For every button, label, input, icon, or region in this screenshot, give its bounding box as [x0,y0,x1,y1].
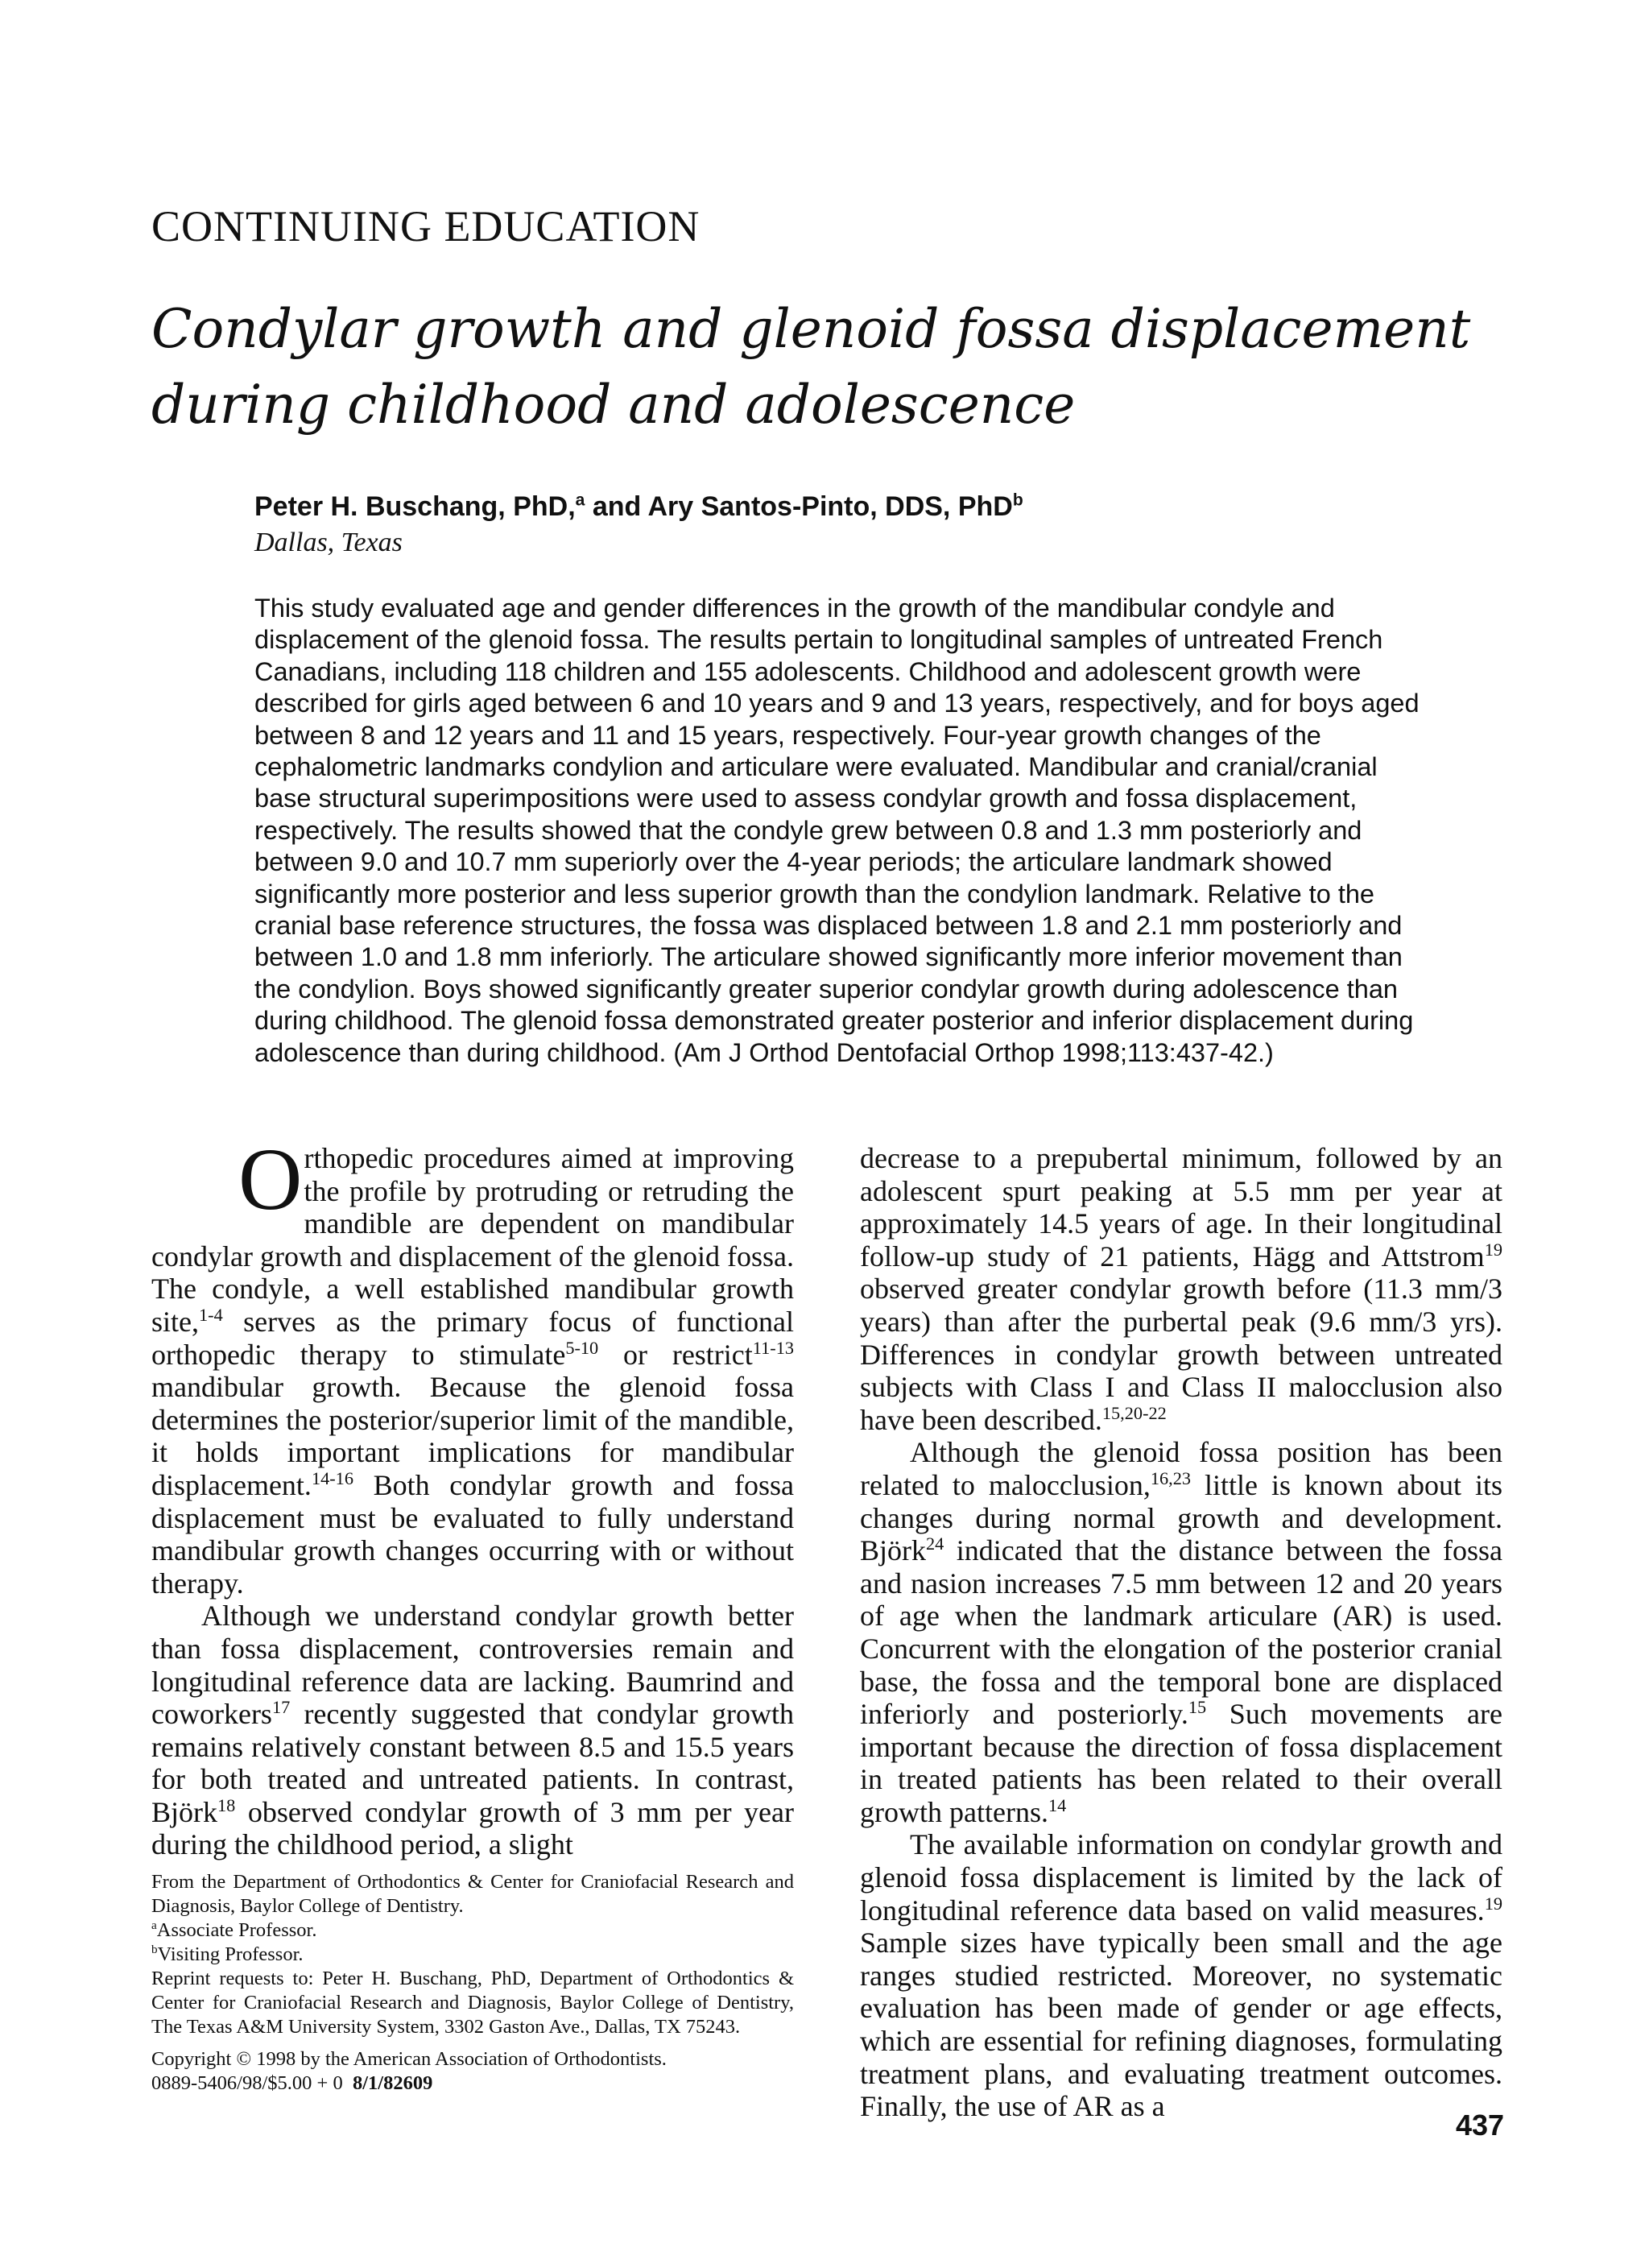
body-paragraph-2 [151,1600,794,1861]
text-run: Sample sizes have typically been small and the age ranges studied restricted. Moreover, no systematic evaluation has been made of gender or age effects, which are essential for refining diagnoses, formulating treatment plans, and evaluating treatment outcomes. Finally, the use of AR as a [860,1927,1502,2123]
author-location: Dallas, Texas [254,528,403,557]
body-paragraph-3 [860,1436,1502,1828]
text-run: decrease to a prepubertal minimum, followed by an adolescent spurt peaking at 5.5 mm per year at approximately 14.5 years of age. In their longitudinal follow-up study of 21 patients, Hägg and Attstrom [860,1142,1502,1273]
body-paragraph-2-continued [860,1142,1502,1436]
text-run: The available information on condylar growth and glenoid fossa displacement is limited by the lack of longitudinal reference data based on valid measures. [860,1828,1502,1927]
author-1-affiliation-mark: a [575,490,585,510]
issn-code: 8/1/82609 [352,2072,433,2094]
citation: 19 [1484,1893,1502,1914]
text-run: mandibular growth. Because the glenoid fossa determines the posterior/superior limit of the mandible, it holds important implications for mandibular displacement. [151,1371,794,1501]
page-number: 437 [1456,2109,1505,2142]
text-run: little is known about its changes during normal growth and development. Björk [860,1468,1502,1567]
citation: 5-10 [565,1337,599,1358]
article-title: Condylar growth and glenoid fossa displacement during childhood and adolescence [151,298,1471,436]
footnote-issn [151,2071,794,2096]
body-paragraph-4 [860,1828,1502,2122]
citation: 14 [1048,1794,1067,1815]
footnote-reprint: Reprint requests to: Peter H. Buschang, PhD, Department of Orthodontics & Center for Craniofacial Research and Diagnosis, Baylor College of Dentistry, The Texas A&M University System, 3302 Gaston Ave., Dallas, TX 75243. [151,1968,794,2038]
text-run: Such movements are important because the direction of fossa displacement in treated patients has been related to their overall growth patterns. [860,1698,1502,1828]
text-run: Both condylar growth and fossa displacement must be evaluated to fully understand mandibular growth changes occurring with or without therapy. [151,1468,794,1600]
text-run: observed condylar growth of 3 mm per year during the childhood period, a slight [151,1795,794,1861]
author-conjunction: and [585,491,648,522]
footnotes [151,1870,794,2096]
text-run: or restrict [598,1338,753,1371]
author-line [254,491,1023,523]
text-run: rthopedic procedures aimed at improving the profile by protruding or retruding the mandible are dependent on mandibular condylar growth and displacement of the glenoid fossa. The condyle, a well established mandibular growth site, [151,1142,794,1338]
body-paragraph-1 [151,1130,795,1600]
footnote-b [151,1943,794,1967]
text-run: observed greater condylar growth before (11.3 mm/3 years) than after the purbertal peak (9.6 mm/3 yrs). Differences in condylar growth between untreated subjects with Class I and Class II malocclusion also have been described. [860,1273,1502,1436]
author-1: Peter H. Buschang, PhD, [254,491,576,522]
author-2-affiliation-mark: b [1012,490,1023,510]
citation: 15 [1188,1697,1207,1718]
text-run: Although we understand condylar growth better than fossa displacement, controversies remain and longitudinal reference data are lacking. Baumrind and coworkers [151,1600,794,1731]
citation: 19 [1484,1239,1502,1260]
citation: 24 [926,1533,944,1554]
footnote-copyright: Copyright © 1998 by the American Association of Orthodontists. [151,2048,667,2070]
citation: 11-13 [752,1337,795,1358]
footnote-mark: a [151,1918,157,1932]
text-run: Although the glenoid fossa position has been related to malocclusion, [860,1436,1502,1501]
citation: 16,23 [1150,1467,1192,1488]
footnote-text: Visiting Professor. [157,1943,304,1965]
footnote-a [151,1918,794,1943]
text-run: indicated that the distance between the fossa and nasion increases 7.5 mm between 12 and 20 years of age when the landmark articulare (AR) is used. Concurrent with the elongation of the posterior cranial base, the fossa and the temporal bone are displaced inferiorly and posteriorly. [860,1534,1502,1731]
body-column-right [860,1142,1502,2123]
issn-text: 0889-5406/98/$5.00 + 0 [151,2072,343,2094]
citation: 1-4 [199,1304,223,1325]
footnote-text: Associate Professor. [156,1919,317,1941]
section-label: CONTINUING EDUCATION [151,202,701,250]
citation: 14-16 [311,1467,353,1488]
citation: 15,20-22 [1101,1402,1167,1423]
text-run: recently suggested that condylar growth remains relatively constant between 8.5 and 15.5 years for both treated and untreated patients. In contrast, Björk [151,1698,794,1828]
citation: 18 [217,1794,236,1815]
drop-cap: O [238,1130,303,1228]
abstract: This study evaluated age and gender differences in the growth of the mandibular condyle and displacement of the glenoid fossa. The results pertain to longitudinal samples of untreated French Canadians, including 118 children and 155 adolescents. Childhood and adolescent growth were described for girls aged between 6 and 10 years and 9 and 13 years, respectively, and for boys aged between 8 and 12 years and 11 and 15 years, respectively. Four-year growth changes of the cephalometric landmarks condylion and articulare were evaluated. Mandibular and cranial/cranial base structural superimpositions were used to assess condylar growth and fossa displacement, respectively. The results showed that the condyle grew between 0.8 and 1.3 mm posteriorly and between 9.0 and 10.7 mm superiorly over the 4-year periods; the articulare landmark showed significantly more posterior and less superior growth than the condylion landmark. Relative to the cranial base reference structures, the fossa was displaced between 1.8 and 2.1 mm posteriorly and between 1.0 and 1.8 mm inferiorly. The articulare showed significantly more inferior movement than the condylion. Boys showed significantly greater superior condylar growth during adolescence than during childhood. The glenoid fossa demonstrated greater posterior and inferior displacement during adolescence than during childhood. (Am J Orthod Dentofacial Orthop 1998;113:437-42.) [254,594,1420,1067]
citation: 17 [271,1697,291,1718]
footnote-mark: b [151,1942,158,1956]
body-column-left [151,1130,795,1861]
footnote-affiliation: From the Department of Orthodontics & Center for Craniofacial Research and Diagnosis, Baylor College of Dentistry. [151,1871,794,1917]
author-2: Ary Santos-Pinto, DDS, PhD [647,491,1013,522]
text-run: serves as the primary focus of functional orthopedic therapy to stimulate [151,1305,794,1371]
